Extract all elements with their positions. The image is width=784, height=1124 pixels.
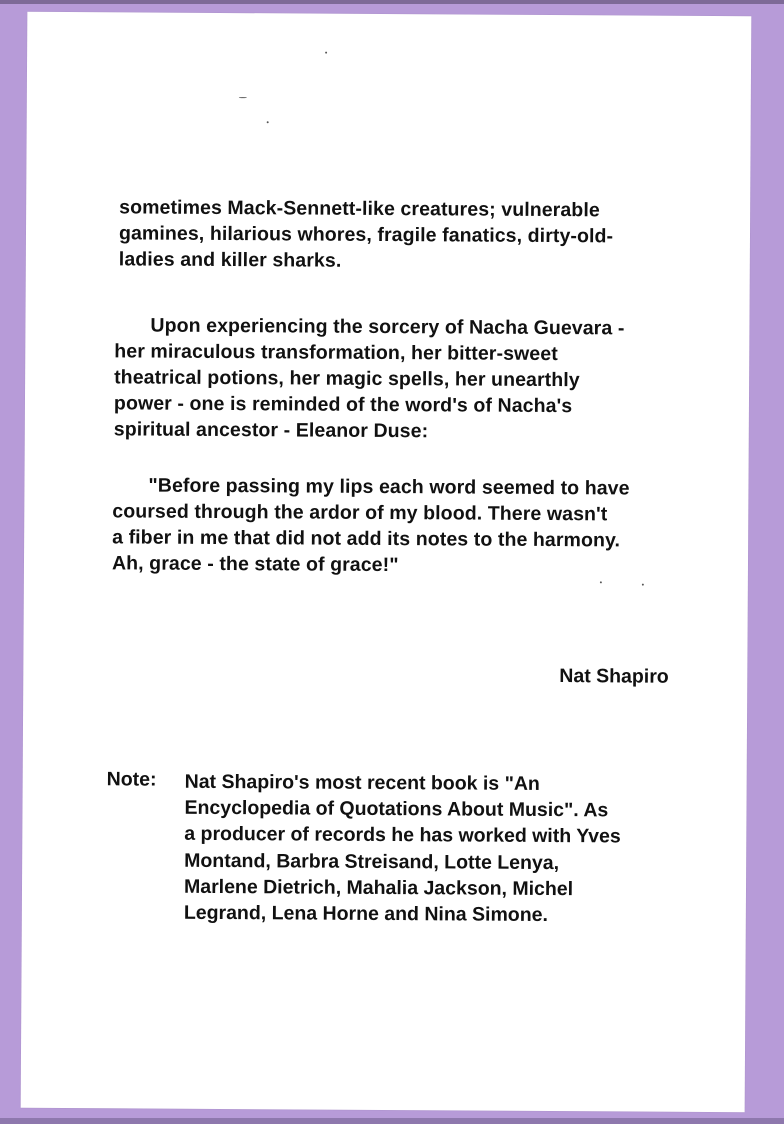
text-line: Encyclopedia of Quotations About Music". As — [184, 796, 609, 822]
scan-speck — [325, 52, 327, 54]
text-line: Marlene Dietrich, Mahalia Jackson, Michel — [183, 875, 574, 900]
note-label: Note: — [106, 768, 157, 791]
scan-speck — [600, 581, 602, 583]
scan-speck — [239, 97, 247, 98]
scan-speck — [267, 121, 269, 123]
signature: Nat Shapiro — [559, 665, 669, 688]
text-line: spiritual ancestor - Eleanor Duse: — [113, 418, 429, 443]
text-line: ladies and killer sharks. — [118, 248, 342, 272]
text-line: her miraculous transformation, her bitter-sweet — [114, 340, 558, 366]
text-line: theatrical potions, her magic spells, her unearthly — [114, 366, 580, 392]
paragraph-1 — [119, 194, 719, 276]
text-line: power - one is reminded of the word's of Nacha's — [113, 392, 573, 418]
text-line: "Before passing my lips each word seemed to have — [148, 474, 630, 500]
text-line: Legrand, Lena Horne and Nina Simone. — [183, 901, 548, 927]
text-line: Ah, grace - the state of grace!" — [111, 552, 399, 577]
quote-paragraph — [112, 472, 733, 580]
text-line: Montand, Barbra Streisand, Lotte Lenya, — [184, 849, 560, 874]
scan-speck — [642, 584, 644, 586]
scan-edge-top — [0, 0, 784, 4]
note-body — [184, 769, 725, 930]
text-line: sometimes Mack-Sennett-like creatures; vulnerable — [119, 196, 600, 222]
scan-edge-bottom — [0, 1118, 784, 1124]
text-line: coursed through the ardor of my blood. There wasn't — [112, 500, 608, 526]
text-line: Upon experiencing the sorcery of Nacha Guevara - — [150, 314, 625, 340]
text-line: gamines, hilarious whores, fragile fanatics, dirty-old- — [118, 222, 614, 248]
text-line: a producer of records he has worked with Yves — [184, 823, 621, 848]
document-page — [21, 12, 752, 1112]
text-line: Nat Shapiro's most recent book is "An — [184, 770, 540, 795]
paragraph-2 — [114, 312, 725, 446]
text-line: a fiber in me that did not add its notes to the harmony. — [112, 526, 621, 552]
